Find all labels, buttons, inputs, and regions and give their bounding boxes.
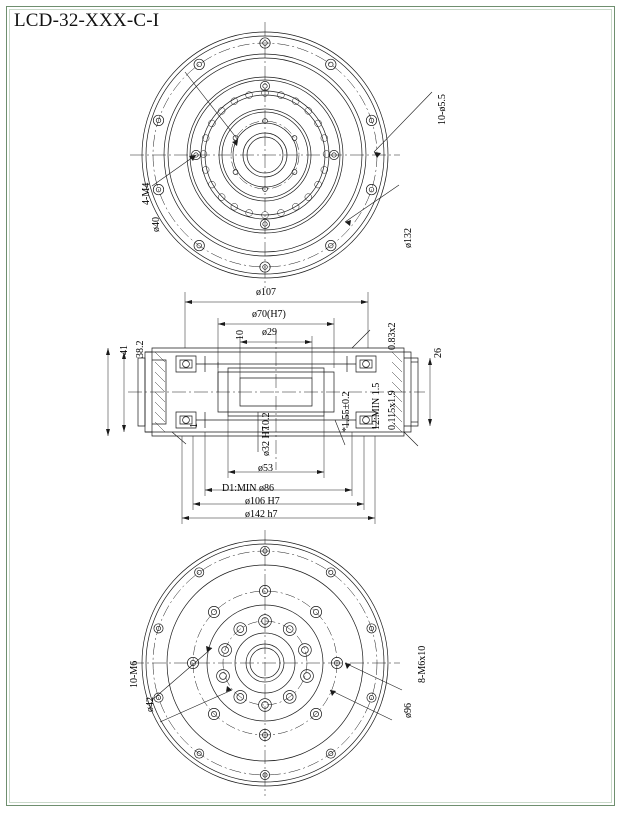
callout-10-m6: 10-M6 — [129, 660, 140, 688]
callout-dia-132: ø132 — [403, 228, 414, 248]
dim-thickness-1-55: *1.55±0.2 — [341, 391, 352, 432]
dim-dia-53: ø53 — [258, 463, 273, 474]
dim-12-min-1-5: 12:MIN 1.5 — [371, 382, 382, 430]
dim-chamfer-0115x19: 0.115x1.9 — [387, 390, 398, 430]
callout-dia-42: ø42 — [145, 697, 156, 712]
dim-dia-107: ø107 — [256, 287, 276, 298]
page-title: LCD-32-XXX-C-I — [14, 10, 160, 31]
bottom-view-geometry — [130, 530, 402, 796]
dim-chamfer-083x2: 0.83x2 — [387, 322, 398, 350]
dim-h-26: 26 — [433, 348, 444, 358]
callout-8-m6x10: 8-M6x10 — [417, 645, 428, 683]
callout-dia-96: ø96 — [403, 703, 414, 718]
dim-h-10-2: 10.2 — [261, 412, 272, 430]
top-view-geometry — [130, 22, 432, 288]
dim-h-1: 1 — [189, 423, 200, 428]
top-view-leaders — [152, 72, 432, 226]
dim-dia-106-h7: ø106 H7 — [245, 496, 280, 507]
section-dim-lines-left — [106, 348, 126, 436]
dim-h-41: 41 — [119, 345, 130, 355]
section-dim-lines-right — [428, 358, 432, 426]
dim-dia-29: ø29 — [262, 327, 277, 338]
dim-h-38-2: 38.2 — [135, 340, 146, 358]
callout-4-m4: 4-M4 — [141, 182, 152, 205]
callout-dia-40: ø40 — [151, 217, 162, 232]
dim-dia-32-h7: ø32 H7 — [261, 426, 272, 456]
dim-dia-142-h7: ø142 h7 — [245, 509, 278, 520]
dim-dia-70-h7: ø70(H7) — [252, 309, 286, 320]
dim-d1-min-86: D1:MIN ø86 — [222, 483, 274, 494]
dim-h-10: 10 — [235, 330, 246, 340]
callout-holes-10-d5-5: 10-ø5.5 — [437, 94, 448, 125]
